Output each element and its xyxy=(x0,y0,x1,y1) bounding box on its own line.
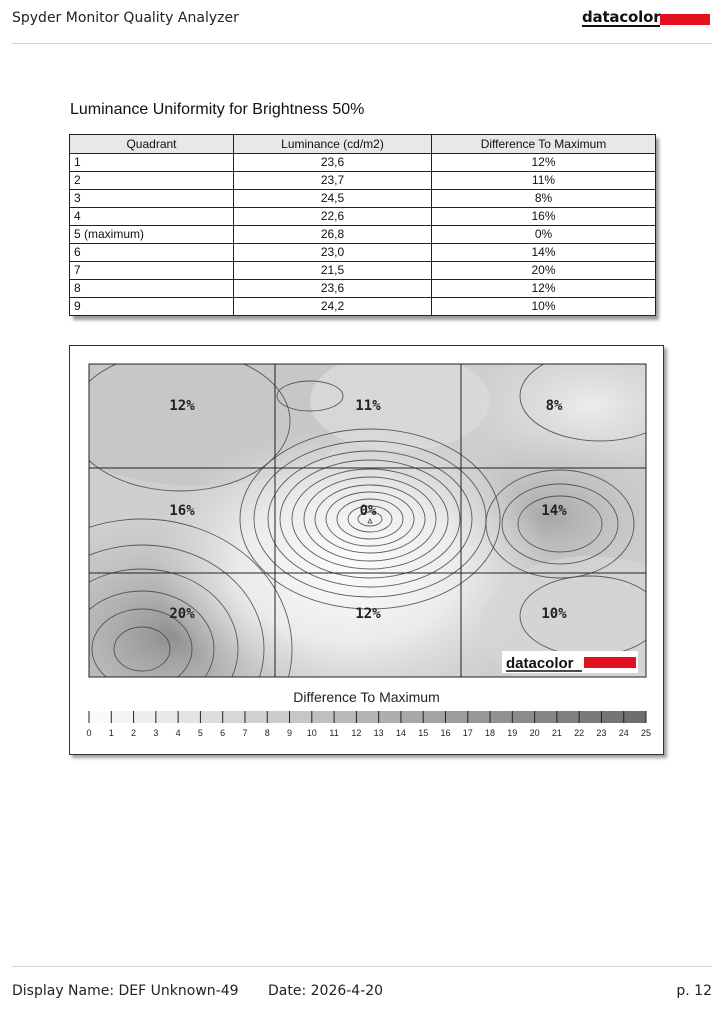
column-header-luminance: Luminance (cd/m2) xyxy=(234,135,432,154)
quadrant-cell: 3 xyxy=(70,190,234,208)
luminance-table-container xyxy=(69,134,655,316)
datacolor-logo xyxy=(582,9,712,31)
difference-cell: 8% xyxy=(432,190,656,208)
difference-cell: 0% xyxy=(432,226,656,244)
column-header-quadrant: Quadrant xyxy=(70,135,234,154)
cell-label: 14% xyxy=(541,503,567,519)
legend-swatch xyxy=(134,711,157,723)
legend-swatch xyxy=(223,711,246,723)
legend-swatch xyxy=(290,711,313,723)
header-divider xyxy=(12,43,712,44)
luminance-cell: 24,2 xyxy=(234,298,432,316)
legend-tick-label: 23 xyxy=(596,728,607,738)
map-watermark-logo xyxy=(502,651,638,673)
cell-label: 12% xyxy=(355,606,381,622)
legend-swatch xyxy=(557,711,580,723)
table-row xyxy=(70,190,656,208)
table-row xyxy=(70,154,656,172)
legend-tick-label: 5 xyxy=(197,728,203,738)
legend-swatch xyxy=(156,711,179,723)
table-row xyxy=(70,226,656,244)
legend-tick-label: 6 xyxy=(220,728,226,738)
difference-cell: 20% xyxy=(432,262,656,280)
difference-cell: 16% xyxy=(432,208,656,226)
legend-swatch xyxy=(490,711,513,723)
footer-page-number: p. 12 xyxy=(676,983,712,999)
footer-date: Date: 2026-4-20 xyxy=(268,983,384,999)
legend-swatch xyxy=(579,711,602,723)
uniformity-map-panel xyxy=(69,345,664,755)
quadrant-cell: 6 xyxy=(70,244,234,262)
legend-tick-label: 15 xyxy=(418,728,429,738)
legend-tick-label: 20 xyxy=(529,728,540,738)
legend-swatch xyxy=(468,711,491,723)
footer-divider xyxy=(12,966,712,967)
legend-tick-label: 14 xyxy=(395,728,406,738)
luminance-cell: 26,8 xyxy=(234,226,432,244)
legend-swatch xyxy=(445,711,468,723)
legend-swatch xyxy=(624,711,647,723)
footer-display-name: Display Name: DEF Unknown-49 xyxy=(12,983,239,999)
cell-label: 16% xyxy=(169,503,195,519)
legend-swatch xyxy=(245,711,268,723)
cell-label: 0% xyxy=(359,503,377,519)
legend-tick-label: 1 xyxy=(108,728,114,738)
luminance-cell: 23,7 xyxy=(234,172,432,190)
legend-swatch xyxy=(423,711,446,723)
legend-swatch xyxy=(535,711,558,723)
quadrant-cell: 5 (maximum) xyxy=(70,226,234,244)
legend-tick-label: 4 xyxy=(175,728,181,738)
legend-title: Difference To Maximum xyxy=(293,689,440,705)
table-header-row xyxy=(70,135,656,154)
legend-tick-label: 3 xyxy=(153,728,159,738)
quadrant-cell: 7 xyxy=(70,262,234,280)
legend-tick-label: 18 xyxy=(485,728,496,738)
cell-label: 10% xyxy=(541,606,567,622)
legend-swatch xyxy=(267,711,290,723)
luminance-cell: 24,5 xyxy=(234,190,432,208)
cell-label: 8% xyxy=(545,398,563,414)
watermark-text: datacolor xyxy=(506,655,574,672)
legend-swatch xyxy=(334,711,357,723)
table-row xyxy=(70,244,656,262)
cell-label: 20% xyxy=(169,606,195,622)
luminance-cell: 23,6 xyxy=(234,280,432,298)
app-title: Spyder Monitor Quality Analyzer xyxy=(12,10,239,26)
legend-tick-label: 21 xyxy=(551,728,562,738)
quadrant-cell: 1 xyxy=(70,154,234,172)
logo-text: datacolor xyxy=(582,8,661,26)
legend-tick-label: 17 xyxy=(462,728,473,738)
quadrant-cell: 9 xyxy=(70,298,234,316)
legend-swatch xyxy=(89,711,112,723)
table-row xyxy=(70,298,656,316)
legend-swatch xyxy=(111,711,134,723)
legend-swatch xyxy=(512,711,535,723)
cell-label: 11% xyxy=(355,398,381,414)
luminance-cell: 22,6 xyxy=(234,208,432,226)
cell-label: 12% xyxy=(169,398,195,414)
legend-tick-label: 22 xyxy=(574,728,585,738)
luminance-cell: 21,5 xyxy=(234,262,432,280)
table-row xyxy=(70,280,656,298)
legend-swatch xyxy=(312,711,335,723)
legend-tick-label: 19 xyxy=(507,728,518,738)
legend-swatch xyxy=(200,711,223,723)
legend-tick-label: 0 xyxy=(86,728,92,738)
quadrant-cell: 2 xyxy=(70,172,234,190)
legend-tick-label: 11 xyxy=(329,728,339,738)
legend-tick-label: 7 xyxy=(242,728,248,738)
legend-tick-label: 24 xyxy=(618,728,629,738)
legend-tick-label: 12 xyxy=(351,728,362,738)
column-header-difference: Difference To Maximum xyxy=(432,135,656,154)
legend-tick-label: 16 xyxy=(440,728,451,738)
legend-tick-label: 8 xyxy=(264,728,270,738)
section-title: Luminance Uniformity for Brightness 50% xyxy=(70,101,365,118)
quadrant-cell: 4 xyxy=(70,208,234,226)
difference-cell: 10% xyxy=(432,298,656,316)
quadrant-cell: 8 xyxy=(70,280,234,298)
legend-swatch xyxy=(379,711,402,723)
legend-tick-label: 25 xyxy=(640,728,652,738)
legend-swatch xyxy=(401,711,424,723)
table-row xyxy=(70,172,656,190)
table-row xyxy=(70,208,656,226)
difference-cell: 14% xyxy=(432,244,656,262)
table-row xyxy=(70,262,656,280)
legend-tick-label: 13 xyxy=(373,728,384,738)
luminance-cell: 23,6 xyxy=(234,154,432,172)
luminance-table xyxy=(69,134,656,316)
legend-tick-label: 10 xyxy=(306,728,317,738)
luminance-cell: 23,0 xyxy=(234,244,432,262)
difference-cell: 12% xyxy=(432,154,656,172)
legend-tick-label: 9 xyxy=(287,728,293,738)
legend-tick-label: 2 xyxy=(131,728,137,738)
legend-gradient-bar xyxy=(89,711,647,723)
legend-swatch xyxy=(178,711,201,723)
difference-cell: 12% xyxy=(432,280,656,298)
legend-swatch xyxy=(601,711,624,723)
difference-cell: 11% xyxy=(432,172,656,190)
logo-red-bar xyxy=(660,14,710,25)
legend-swatch xyxy=(356,711,379,723)
